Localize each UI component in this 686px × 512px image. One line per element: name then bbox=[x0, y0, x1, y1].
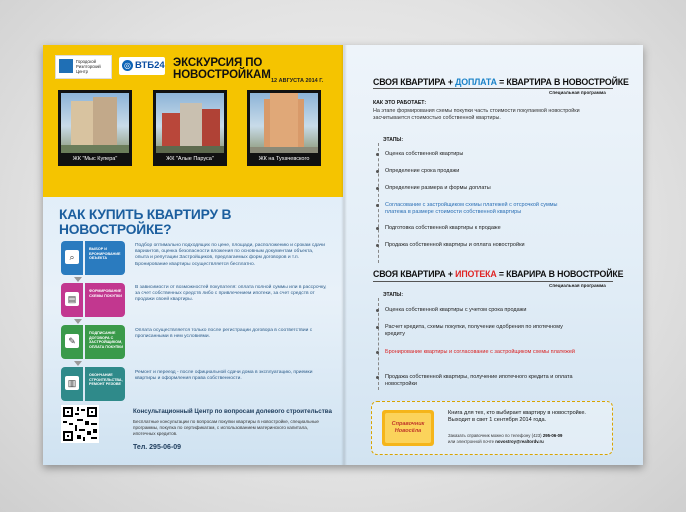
complex-caption-2: ЖК "Алые Паруса" bbox=[166, 156, 214, 162]
program-2-stages-label: ЭТАПЫ: bbox=[383, 292, 403, 298]
left-page bbox=[43, 45, 343, 465]
step-2-icon-box bbox=[61, 283, 83, 317]
step-3 bbox=[61, 325, 125, 359]
program-1-title-accent: ДОПЛАТА bbox=[455, 77, 497, 87]
handbook-cover-icon bbox=[382, 410, 434, 446]
program-1-stage-3: Определение размера и формы доплаты bbox=[385, 185, 615, 192]
program-1-special-label: Специальная программа bbox=[549, 90, 606, 95]
page-fold bbox=[341, 45, 347, 465]
handbook-text: Книга для тех, кто выбирает квартиру в новостройке. Выходит в свет 1 сентября 2014 года. bbox=[448, 410, 586, 423]
complex-photo-3 bbox=[247, 90, 321, 166]
step-3-label: ПОДПИСАНИЕ ДОГОВОРА С ЗАСТРОЙЩИКОМ, ОПЛАТА ПОКУПКИ bbox=[85, 325, 125, 359]
step-1 bbox=[61, 241, 125, 275]
excursion-date: 12 АВГУСТА 2014 Г. bbox=[271, 78, 324, 84]
excursion-title: ЭКСКУРСИЯ ПО НОВОСТРОЙКАМ bbox=[173, 57, 271, 81]
step-3-description: Оплата осуществляется только после регистрации договора в соответствии с прописанными в нем условиями. bbox=[135, 328, 313, 340]
building-image-1 bbox=[61, 93, 129, 153]
program-2-title-part3: = КВАРИРА В НОВОСТРОЙКЕ bbox=[496, 269, 624, 279]
program-2-special-label: Специальная программа bbox=[549, 283, 606, 288]
building-icon: ▥ bbox=[65, 376, 79, 390]
step-4-description: Ремонт и переезд - после официальной сдачи дома в эксплуатацию, приемки квартиры и оформления права собственности. bbox=[135, 370, 313, 382]
vtb24-logo-text: ВТБ24 bbox=[135, 60, 165, 71]
brochure-spread bbox=[43, 45, 643, 465]
step-1-description: Подбор оптимально подходящих по цене, площади, расположению и срокам сдачи вариантов, оценка безопасности вложения по основным документам объекта, опыта и репутации Застройщиков, предлагаемых форм договоров и т.п. Бронирование квартиры осуществляется бесплатно. bbox=[135, 243, 326, 267]
program-1-stage-4: Согласование с застройщиком схемы платежей с отсрочкой суммы платежа в размере стоимости собственной квартиры bbox=[385, 202, 580, 216]
cash-register-icon: ▤ bbox=[65, 292, 79, 306]
complex-photo-2 bbox=[153, 90, 227, 166]
right-page bbox=[343, 45, 643, 465]
handbook-promo bbox=[371, 401, 613, 455]
step-2-label: ФОРМИРОВАНИЕ СХЕМЫ ПОКУПКИ bbox=[85, 283, 125, 317]
program-1-title-part3: = КВАРТИРА В НОВОСТРОЙКЕ bbox=[496, 77, 629, 87]
step-3-icon-box bbox=[61, 325, 83, 359]
complex-photo-1 bbox=[58, 90, 132, 166]
program-2-stage-1: Оценка собственной квартиры с учетом срока продажи bbox=[385, 307, 615, 314]
program-1-title-part1: СВОЯ КВАРТИРА + bbox=[373, 77, 456, 87]
program-1-stage-5: Подготовка собственной квартиры к продаже bbox=[385, 225, 615, 232]
building-image-3 bbox=[250, 93, 318, 153]
program-2-title bbox=[373, 269, 623, 279]
program-1-divider bbox=[373, 88, 613, 89]
realtor-logo-mark-icon bbox=[59, 59, 73, 73]
building-image-2 bbox=[156, 93, 224, 153]
program-2-title-accent: ИПОТЕКА bbox=[455, 269, 497, 279]
program-1-stage-6: Продажа собственной квартиры и оплата новостройки bbox=[385, 242, 615, 249]
qr-code-icon bbox=[61, 405, 99, 443]
complex-caption-3: ЖК на Тухачевского bbox=[258, 156, 310, 162]
search-icon: ⌕ bbox=[65, 250, 79, 264]
program-1-title bbox=[373, 77, 629, 87]
how-it-works-label: КАК ЭТО РАБОТАЕТ: bbox=[373, 100, 427, 106]
step-arrow-2 bbox=[74, 319, 82, 324]
step-2 bbox=[61, 283, 125, 317]
vtb24-logo bbox=[119, 57, 165, 75]
realtor-logo-text: Городской Риэлторский Центр bbox=[76, 59, 101, 74]
consult-center-title: Консультационный Центр по вопросам долевого строительства bbox=[133, 408, 332, 415]
step-1-label: ВЫБОР И БРОНИРОВАНИЕ ОБЪЕКТА bbox=[85, 241, 125, 275]
program-2-stage-3: Бронирование квартиры и согласование с застройщиком схемы платежей bbox=[385, 349, 585, 356]
excursion-banner bbox=[43, 45, 343, 197]
program-1-stage-1: Оценка собственной квартиры bbox=[385, 151, 615, 158]
program-1-stage-2: Определение срока продажи bbox=[385, 168, 615, 175]
step-1-icon-box bbox=[61, 241, 83, 275]
step-4 bbox=[61, 367, 125, 401]
complex-caption-1: ЖК "Мыс Купера" bbox=[72, 156, 118, 162]
consult-center-description: Бесплатные консультации по вопросам покупки квартиры в новостройке, специальные программы, покупка по сертификатам, с использованием материнского капитала, ипотечных кредитов. bbox=[133, 419, 319, 436]
realtor-center-logo bbox=[55, 55, 112, 79]
step-2-description: В зависимости от возможностей покупателя: оплата полной суммы или в рассрочку, за счет собственных средств либо с привлечением ипотеки, за счет средств от продажи своей квартиры. bbox=[135, 285, 327, 303]
program-1-stages-label: ЭТАПЫ: bbox=[383, 137, 403, 143]
program-2-title-part1: СВОЯ КВАРТИРА + bbox=[373, 269, 456, 279]
step-4-label: ОКОНЧАНИЕ СТРОИТЕЛЬСТВА, РЕМОНТ РЕЗОВЕ bbox=[85, 367, 125, 401]
how-to-buy-heading: КАК КУПИТЬ КВАРТИРУ В НОВОСТРОЙКЕ? bbox=[59, 207, 232, 237]
program-2-stage-2: Расчет кредита, схемы покупки, получение одобрения по ипотечному кредиту bbox=[385, 324, 580, 338]
consult-center-phone: Тел. 295-06-09 bbox=[133, 444, 182, 451]
how-it-works-description: На этапе формирования схемы покупки часть стоимости покупаемой новостройки засчитывается стоимостью собственной квартиры. bbox=[373, 108, 580, 121]
program-2-divider bbox=[373, 281, 613, 282]
handbook-cover-text: Справочник Новосёла bbox=[385, 413, 431, 443]
step-4-icon-box bbox=[61, 367, 83, 401]
vtb-globe-icon: ◎ bbox=[122, 60, 133, 71]
step-arrow-1 bbox=[74, 277, 82, 282]
handbook-email: novostroy@realtordv.ru bbox=[495, 438, 544, 444]
program-2-stage-4: Продажа собственной квартиры, получение ипотечного кредита и оплата новостройки bbox=[385, 374, 590, 388]
step-arrow-3 bbox=[74, 361, 82, 366]
document-icon: ✎ bbox=[65, 334, 79, 348]
handbook-order-phone: 295-06-09 bbox=[542, 433, 563, 438]
handbook-order-info: Заказать справочник можно по телефону (423) 295-06-09 или электронной почте novostroy@realtordv.ru bbox=[448, 433, 563, 444]
